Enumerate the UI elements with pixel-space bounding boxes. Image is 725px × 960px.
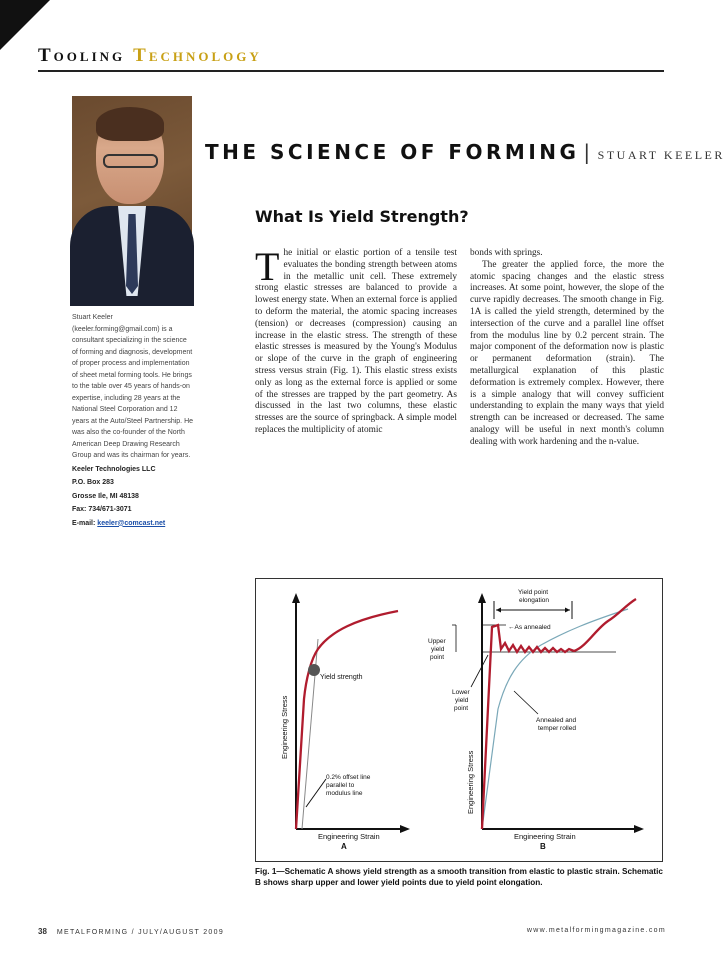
body-column-2 (470, 248, 664, 449)
panel-a-yield-label: Yield strength (320, 674, 363, 681)
bio-email-label: E-mail: (72, 519, 96, 527)
bio-fax: Fax: 734/671-3071 (72, 506, 132, 513)
yield-elongation-label-1: Yield point (518, 589, 549, 596)
footer-left (38, 927, 224, 936)
article-title-line: THE SCIENCE OF FORMING | STUART KEELER (205, 140, 725, 164)
page-number: 38 (38, 927, 47, 936)
corner-tab (0, 0, 50, 50)
bio-city: Grosse Ile, MI 48138 (72, 492, 139, 500)
panel-a-offset-pointer (306, 779, 326, 807)
section-word-2: Technology (133, 45, 262, 66)
panel-b-temper-label-2: temper rolled (538, 725, 576, 732)
panel-b-xlabel: Engineering Strain (514, 832, 576, 841)
article-author: STUART KEELER (597, 148, 725, 162)
panel-a-xlabel: Engineering Strain (318, 832, 380, 841)
panel-b-ylabel: Engineering Stress (466, 750, 475, 814)
author-bio (72, 312, 194, 529)
figure-svg (256, 579, 664, 863)
footer-website[interactable]: www.metalformingmagazine.com (526, 927, 666, 934)
panel-a-offset-label-2: parallel to (326, 782, 355, 789)
panel-a-yield-marker (308, 664, 320, 676)
temper-rolled-pointer (514, 691, 538, 714)
panel-b-annealed-label: ←As annealed (508, 624, 551, 631)
panel-a-axes (292, 593, 410, 833)
section-word-1: Tooling (38, 45, 126, 66)
article-subtitle: What Is Yield Strength? (255, 207, 469, 226)
author-photo (72, 96, 192, 296)
panel-b-upper-label-3: point (430, 654, 445, 661)
bio-email-line (72, 518, 194, 530)
drop-cap: T (255, 244, 280, 289)
bio-email-link[interactable]: keeler@comcast.net (97, 519, 166, 527)
panel-a-letter: A (341, 842, 347, 851)
panel-b-letter: B (540, 842, 546, 851)
lower-yield-pointer (471, 655, 488, 687)
panel-b-lower-label-2: yield (455, 697, 469, 704)
bio-po-box: P.O. Box 283 (72, 479, 114, 486)
article-title: THE SCIENCE OF FORMING (205, 140, 580, 164)
panel-a-offset-label-3: modulus line (326, 790, 363, 797)
panel-a-offset-label-1: 0.2% offset line (326, 774, 371, 781)
header-rule (38, 70, 664, 72)
bio-company: Keeler Technologies LLC (72, 465, 156, 473)
col2-paragraph-2: The greater the applied force, the more the atomic spacing changes and the elastic stress increases. At some point, however, the slope of the curve rapidly decreases. The smooth change in Fig. 1A is called the yield strength, determined by the intersection of the curve and a parallel line offset from the modulus line by 0.2 percent strain. The major component of the deformation now is plastic or permanent deformation (strain). The metallurgical explanation of this plastic deformation is extremely complex. However, there is a simple analogy that will convey sufficient understanding to explain the many ways that yield strength can be increased or decreased. The same analogy will be useful in next month's column dealing with work hardening and the n-value. (470, 259, 664, 447)
panel-b-upper-label-2: yield (431, 646, 445, 653)
panel-b-upper-label-1: Upper (428, 638, 446, 645)
section-header (38, 45, 262, 67)
col1-text: he initial or elastic portion of a tensile test evaluates the bonding strength between atoms in the metallic unit cell. These extremely strong elastic stresses are balanced to provide a lowest energy state. When an external force is applied to deform the material, the atomic spacing increases (tension) or decreases (compression) causing an increase in the elastic stress. The strength of these elastic stresses is measured by the Young's Modulus or slope of the curve in the graph of engineering stress versus strain (Fig. 1). This elastic stress exists only as long as the external force is applied or some of the stresses are trapped by the part geometry. As discussed in the last two columns, these elastic stresses are the source of springback. A simple model replaces the multiplicity of atomic (255, 248, 457, 435)
panel-b-lower-label-1: Lower (452, 689, 470, 696)
panel-b-temper-label-1: Annealed and (536, 717, 577, 724)
bio-text: Stuart Keeler (keeler.forming@gmail.com) is a consultant specializing in the science of forming and diagnosis, development of proper process and implementation of sheet metal forming tools. He brings to the table over 45 years of hands-on expertise, including 28 years at the National Steel Corporation and 12 years at the Auto/Steel Partnership. He was also the co-founder of the North American Deep Drawing Research Group and was its chairman for years. (72, 314, 194, 459)
panel-b-axes (478, 593, 644, 833)
yield-elongation-label-2: elongation (519, 597, 549, 604)
panel-b-lower-label-3: point (454, 705, 469, 712)
footer-magazine: METALFORMING / JULY/AUGUST 2009 (56, 929, 225, 936)
figure-caption: Fig. 1—Schematic A shows yield strength as a smooth transition from elastic to plastic strain. Schematic B shows sharp upper and lower yield points due to yield point elongation. (255, 867, 663, 887)
figure-1 (255, 578, 663, 862)
panel-a-ylabel: Engineering Stress (280, 695, 289, 759)
col2-paragraph-1: bonds with springs. (470, 248, 543, 258)
panel-b-annealed-curve (482, 599, 636, 829)
body-column-1 (255, 244, 457, 437)
